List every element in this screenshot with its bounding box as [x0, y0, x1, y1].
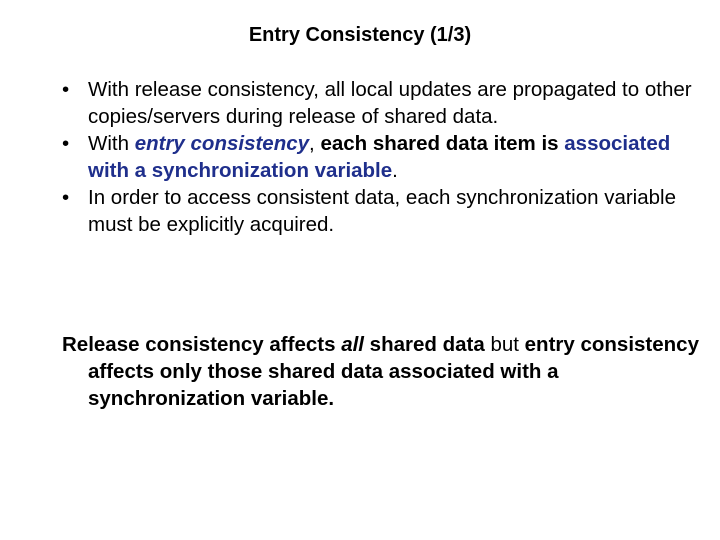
bullet-text-mid: each shared data item is — [320, 132, 565, 155]
bullet-item — [62, 130, 702, 184]
bullet-dot-icon: • — [62, 132, 70, 155]
conclusion-part-but: but — [484, 333, 525, 356]
bullet-text-pre: With — [88, 132, 135, 155]
bullet-dot-icon: • — [62, 78, 70, 101]
term-entry-consistency: entry consistency — [134, 132, 310, 155]
conclusion-paragraph — [62, 331, 718, 412]
conclusion-emphasis-all: all — [341, 333, 364, 356]
bullet-text: In order to access consistent data, each synchronization variable must be explicitly acquired. — [88, 186, 676, 236]
bullet-text-mid-plain: , — [309, 132, 321, 155]
bullet-item — [62, 76, 702, 130]
bullet-item — [62, 184, 702, 238]
conclusion-part-1: Release consistency affects — [62, 333, 342, 356]
bullet-text: With release consistency, all local updates are propagated to other copies/servers during release of shared data. — [88, 78, 692, 128]
term-synchronization-variable: associated with a synchronization variable — [88, 132, 671, 182]
bullet-dot-icon: • — [62, 186, 70, 209]
slide-title: Entry Consistency (1/3) — [248, 24, 472, 46]
conclusion-part-3: shared data — [363, 333, 485, 356]
bullet-text-post: . — [392, 159, 398, 182]
conclusion-part-5: entry consistency affects only those shared data associated with a synchronization variable. — [88, 333, 699, 410]
bullet-list — [62, 76, 702, 238]
